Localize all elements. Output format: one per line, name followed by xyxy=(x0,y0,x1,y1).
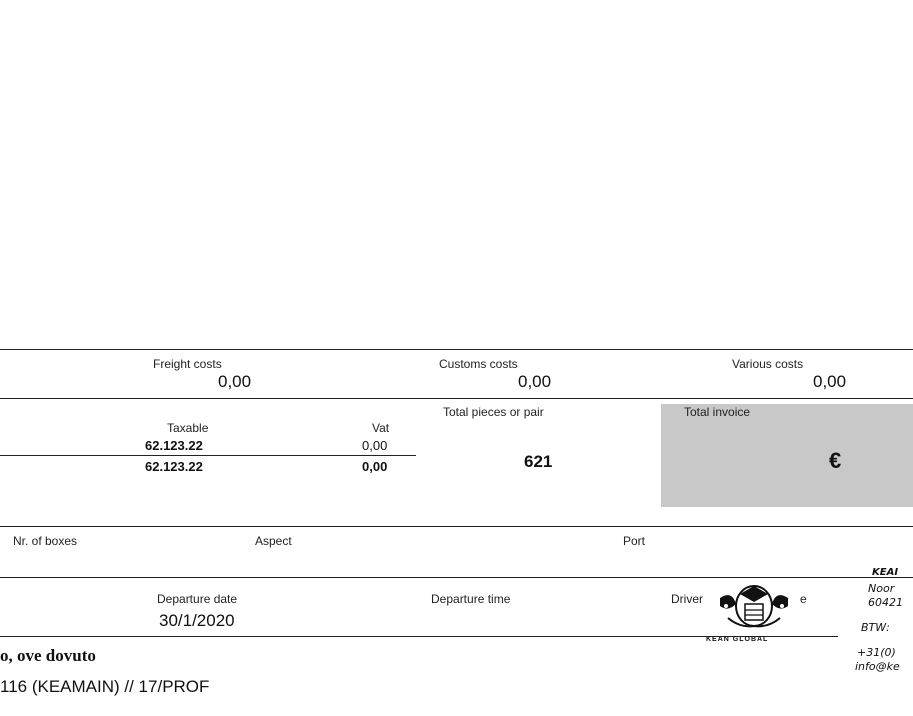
stamp-line-3: 60421 xyxy=(868,596,903,609)
divider-top xyxy=(0,349,913,350)
freight-costs-value: 0,00 xyxy=(218,372,252,391)
vat-row-value: 0,00 xyxy=(362,438,388,453)
departure-time-label: Departure time xyxy=(431,592,511,606)
total-pieces-label: Total pieces or pair xyxy=(443,405,544,419)
due-text: o, ove dovuto xyxy=(0,646,96,665)
various-costs-label: Various costs xyxy=(732,357,804,371)
vat-sum-value: 0,00 xyxy=(362,459,388,474)
euro-symbol: € xyxy=(829,448,842,473)
divider-costs xyxy=(0,398,913,399)
company-seal-icon xyxy=(696,578,812,640)
taxable-row-value: 62.123.22 xyxy=(145,438,203,453)
stamp-brand: KEAN GLOBAL xyxy=(706,636,769,643)
boxes-label: Nr. of boxes xyxy=(13,534,78,548)
vat-label: Vat xyxy=(372,421,390,435)
port-label: Port xyxy=(623,534,646,548)
total-invoice-box xyxy=(661,404,913,507)
stamp-line-4: BTW: xyxy=(861,621,890,634)
taxable-sum-value: 62.123.22 xyxy=(145,459,203,474)
subtotal-divider xyxy=(0,455,416,456)
total-pieces-value: 621 xyxy=(524,452,553,471)
freight-costs-label: Freight costs xyxy=(153,357,222,371)
stamp-line-1: KEAI xyxy=(872,567,899,578)
customs-costs-value: 0,00 xyxy=(518,372,552,391)
driver-label-tail: e xyxy=(800,592,807,606)
divider-totals xyxy=(0,526,913,527)
stamp-line-2: Noor xyxy=(868,582,895,595)
customs-costs-label: Customs costs xyxy=(439,357,518,371)
various-costs-value: 0,00 xyxy=(813,372,847,391)
driver-label: Driver xyxy=(671,592,703,606)
document-reference: 116 (KEAMAIN) // 17/PROF xyxy=(0,677,210,696)
total-invoice-label: Total invoice xyxy=(684,405,751,419)
aspect-label: Aspect xyxy=(255,534,292,548)
departure-date-value: 30/1/2020 xyxy=(159,611,235,630)
taxable-label: Taxable xyxy=(167,421,209,435)
departure-date-label: Departure date xyxy=(157,592,238,606)
stamp-line-6: info@ke xyxy=(855,660,900,673)
stamp-line-5: +31(0) xyxy=(857,646,896,659)
